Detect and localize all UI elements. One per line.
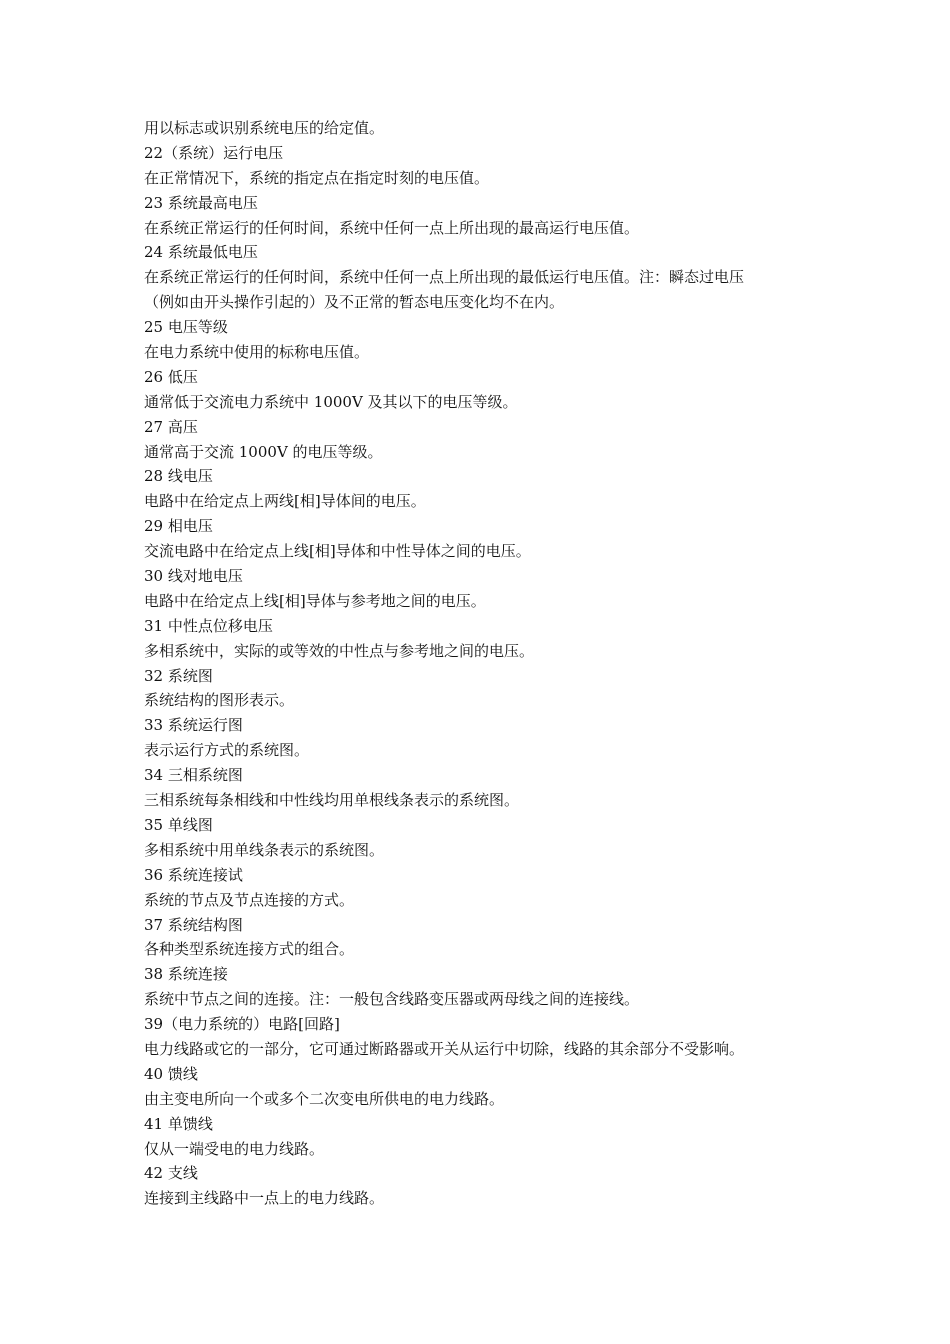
term-heading: 22（系统）运行电压 bbox=[144, 143, 284, 162]
term-heading: 38 系统连接 bbox=[144, 965, 228, 984]
text-line: 连接到主线路中一点上的电力线路。 bbox=[144, 1189, 385, 1208]
text-line: 系统中节点之间的连接。注：一般包含线路变压器或两母线之间的连接线。 bbox=[144, 990, 640, 1009]
term-heading: 34 三相系统图 bbox=[144, 766, 243, 785]
term-heading: 28 线电压 bbox=[144, 467, 213, 486]
term-heading: 41 单馈线 bbox=[144, 1114, 213, 1133]
text-line: 各种类型系统连接方式的组合。 bbox=[144, 940, 355, 959]
term-heading: 33 系统运行图 bbox=[144, 716, 243, 735]
document-body bbox=[144, 116, 844, 1211]
text-line: 在电力系统中使用的标称电压值。 bbox=[144, 343, 370, 362]
term-heading: 40 馈线 bbox=[144, 1064, 198, 1083]
term-heading: 24 系统最低电压 bbox=[144, 243, 258, 262]
text-line: 三相系统每条相线和中性线均用单根线条表示的系统图。 bbox=[144, 791, 520, 810]
text-line: 电力线路或它的一部分，它可通过断路器或开关从运行中切除，线路的其余部分不受影响。 bbox=[144, 1039, 745, 1058]
text-line: 在系统正常运行的任何时间，系统中任何一点上所出现的最高运行电压值。 bbox=[144, 218, 640, 237]
text-line: 在系统正常运行的任何时间，系统中任何一点上所出现的最低运行电压值。注：瞬态过电压 bbox=[144, 268, 745, 287]
term-heading: 39（电力系统的）电路[回路] bbox=[144, 1015, 340, 1034]
text-line: 表示运行方式的系统图。 bbox=[144, 741, 310, 760]
text-line: 在正常情况下，系统的指定点在指定时刻的电压值。 bbox=[144, 168, 490, 187]
text-line: 系统的节点及节点连接的方式。 bbox=[144, 890, 355, 909]
text-line: 电路中在给定点上两线[相]导体间的电压。 bbox=[144, 492, 426, 511]
term-heading: 25 电压等级 bbox=[144, 318, 228, 337]
text-line: 仅从一端受电的电力线路。 bbox=[144, 1139, 325, 1158]
text-line: 电路中在给定点上线[相]导体与参考地之间的电压。 bbox=[144, 591, 486, 610]
term-heading: 30 线对地电压 bbox=[144, 567, 243, 586]
term-heading: 26 低压 bbox=[144, 367, 198, 386]
term-heading: 36 系统连接试 bbox=[144, 865, 243, 884]
text-line: 多相系统中，实际的或等效的中性点与参考地之间的电压。 bbox=[144, 641, 535, 660]
term-heading: 31 中性点位移电压 bbox=[144, 616, 273, 635]
text-line: 通常低于交流电力系统中 1000V 及其以下的电压等级。 bbox=[144, 392, 518, 411]
text-line: 由主变电所向一个或多个二次变电所供电的电力线路。 bbox=[144, 1089, 505, 1108]
text-line: 多相系统中用单线条表示的系统图。 bbox=[144, 840, 385, 859]
text-line: 用以标志或识别系统电压的给定值。 bbox=[144, 119, 385, 137]
text-line: 通常高于交流 1000V 的电压等级。 bbox=[144, 442, 383, 461]
term-heading: 42 支线 bbox=[144, 1164, 198, 1183]
term-heading: 23 系统最高电压 bbox=[144, 193, 258, 212]
term-heading: 32 系统图 bbox=[144, 666, 213, 685]
term-heading: 37 系统结构图 bbox=[144, 915, 243, 934]
term-heading: 27 高压 bbox=[144, 417, 198, 436]
term-heading: 35 单线图 bbox=[144, 815, 213, 834]
term-heading: 29 相电压 bbox=[144, 517, 213, 536]
text-line: （例如由开头操作引起的）及不正常的暂态电压变化均不在内。 bbox=[144, 293, 565, 312]
text-line: 系统结构的图形表示。 bbox=[144, 691, 295, 710]
text-line: 交流电路中在给定点上线[相]导体和中性导体之间的电压。 bbox=[144, 542, 531, 561]
